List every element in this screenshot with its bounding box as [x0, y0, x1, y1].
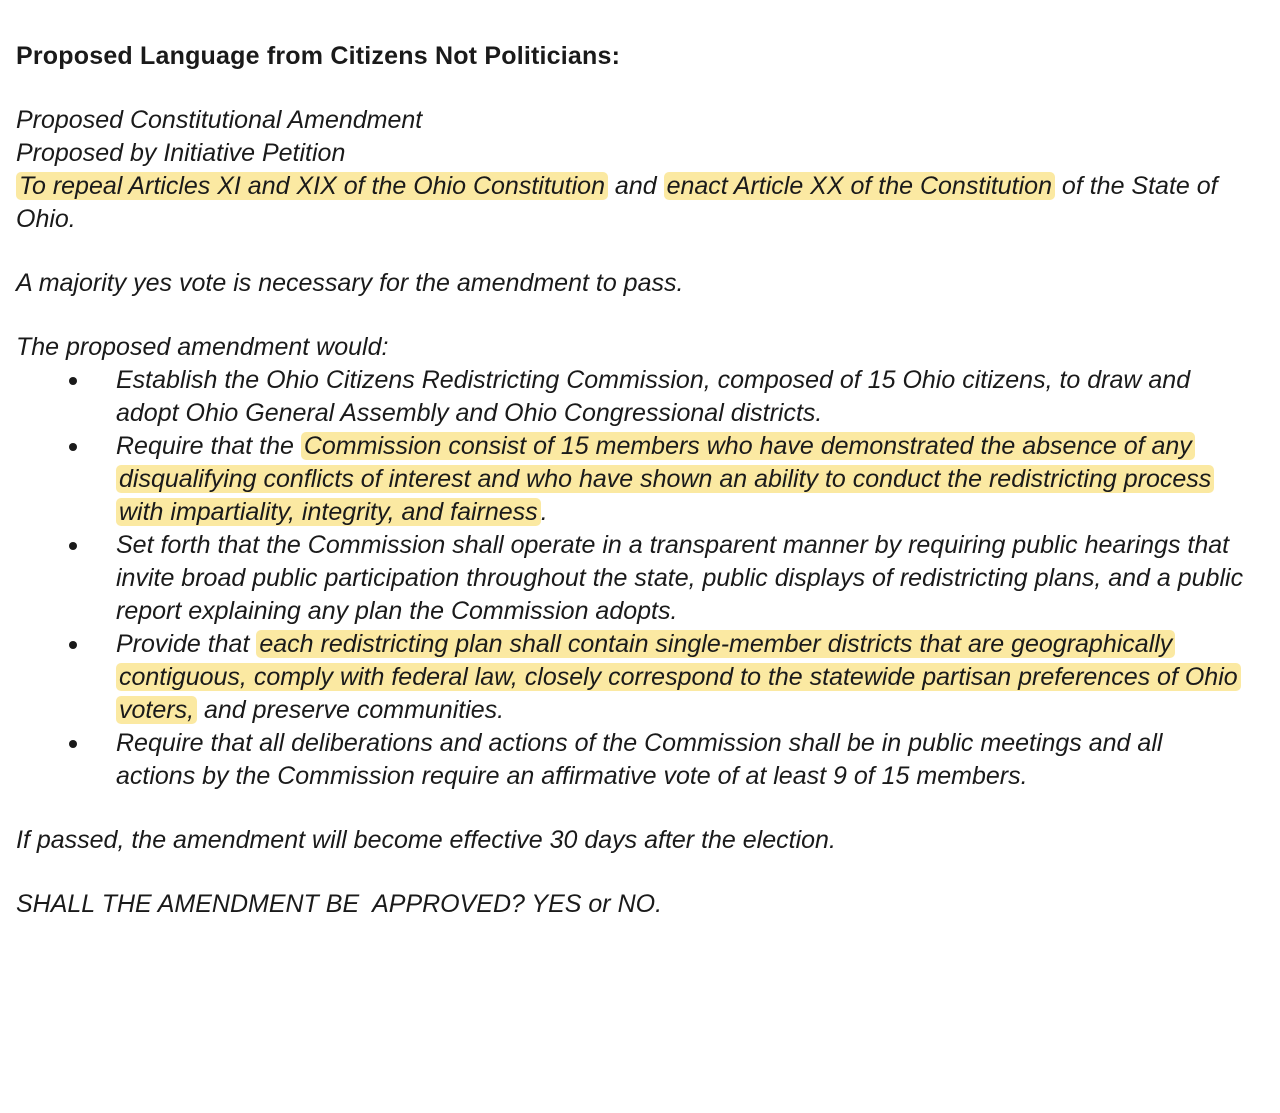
ballot-question: SHALL THE AMENDMENT BE APPROVED? YES or NO.	[16, 890, 663, 918]
highlight-enact: enact Article XX of the Constitution	[664, 172, 1055, 200]
list-item-suffix: and preserve communities.	[197, 696, 505, 724]
spacer	[16, 793, 1246, 824]
list-item-text: Establish the Ohio Citizens Redistricting Commission, composed of 15 Ohio citizens, to draw and adopt Ohio General Assembly and Ohio Congressional districts.	[116, 366, 1191, 427]
purpose-tail: of the State of Ohio.	[16, 172, 1218, 233]
effective-date-statement: If passed, the amendment will become effective 30 days after the election.	[16, 826, 836, 854]
list-item-district-rules	[16, 628, 1246, 727]
list-item-suffix: .	[540, 498, 548, 526]
would-intro: The proposed amendment would:	[16, 333, 389, 361]
list-item-public-meetings	[16, 727, 1246, 793]
subtitle-amendment: Proposed Constitutional Amendment	[16, 106, 423, 134]
spacer	[16, 300, 1246, 331]
document-heading: Proposed Language from Citizens Not Politicians:	[16, 42, 621, 70]
highlight-districts: each redistricting plan shall contain single-member districts that are geographically contiguous, comply with federal law, closely correspond to the statewide partisan preferences of Ohio voters,	[116, 630, 1241, 724]
amendment-provisions-list	[16, 364, 1246, 793]
majority-statement: A majority yes vote is necessary for the amendment to pass.	[16, 269, 684, 297]
list-item-text: Set forth that the Commission shall operate in a transparent manner by requiring public hearings that invite broad public participation throughout the state, public displays of redistricting plans, and a public report explaining any plan the Commission adopts.	[116, 531, 1244, 625]
purpose-paragraph	[16, 170, 1246, 236]
highlight-repeal: To repeal Articles XI and XIX of the Ohio Constitution	[16, 172, 608, 200]
list-item-prefix: Require that the	[116, 432, 301, 460]
list-item-prefix: Provide that	[116, 630, 257, 658]
spacer	[16, 857, 1246, 888]
spacer	[16, 236, 1246, 267]
purpose-connector: and	[607, 172, 664, 200]
list-item-commission-establish	[16, 364, 1246, 430]
subtitle-petition: Proposed by Initiative Petition	[16, 139, 346, 167]
spacer	[16, 73, 1246, 104]
list-item-commission-members	[16, 430, 1246, 529]
document-body	[16, 40, 1246, 921]
list-item-transparency	[16, 529, 1246, 628]
highlight-members: Commission consist of 15 members who have demonstrated the absence of any disqualifying conflicts of interest and who have shown an ability to conduct the redistricting process with impartiality, integrity, and fairness	[116, 432, 1214, 526]
list-item-text: Require that all deliberations and actions of the Commission shall be in public meetings and all actions by the Commission require an affirmative vote of at least 9 of 15 members.	[116, 729, 1163, 790]
